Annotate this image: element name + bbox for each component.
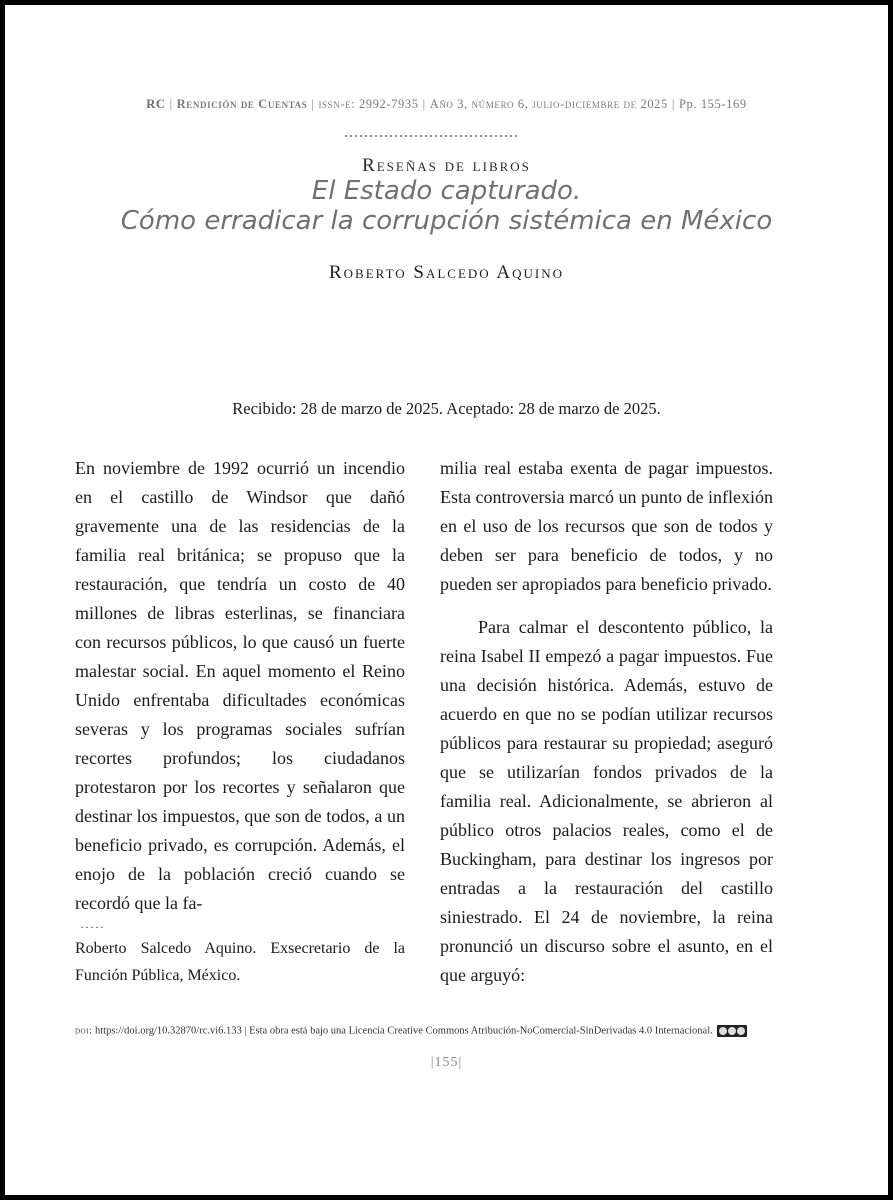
page-number: |155| (430, 1055, 463, 1070)
page-range: Pp. 155-169 (678, 97, 747, 111)
journal-abbreviation: RC (146, 97, 166, 111)
article-title (5, 176, 888, 236)
article-author: Roberto Salcedo Aquino (329, 262, 564, 283)
running-header: RC | Rendición de Cuentas | issn-e: 2992-7935 | Año 3, número 6, julio-diciembre de 2025 | Pp. 155-169 (146, 97, 747, 111)
footnote-marker: ····· (80, 920, 105, 934)
section-label: Reseñas de libros (362, 155, 531, 176)
doi-label: doi: (75, 1025, 93, 1037)
right-column (440, 454, 773, 990)
issn: issn-e: 2992-7935 (318, 97, 419, 111)
left-column (75, 454, 405, 918)
title-line-2: Cómo erradicar la corrupción sistémica en México (120, 206, 773, 236)
doi-license-line (75, 1025, 805, 1037)
cc-by-nc-nd-badge-icon[interactable] (717, 1025, 747, 1037)
issue-info: Año 3, número 6, julio-diciembre de 2025 (429, 97, 668, 111)
decorative-dotted-rule (345, 135, 521, 139)
journal-name: Rendición de Cuentas (176, 97, 308, 111)
body-paragraph: En noviembre de 1992 ocurrió un incendio en el castillo de Windsor que dañó gravemente una de las residencias de la familia real británica; se propuso que la restauración, que tendría un costo de 40 millones de libras esterlinas, se financiara con recursos públicos, lo que causó un fuerte malestar social. En aquel momento el Reino Unido enfrentaba dificultades económicas severas y los programas sociales sufrían recortes profundos; los ciudadanos protestaron por los recortes y señalaron que destinar los impuestos, que son de todos, a un beneficio privado, es corrupción. Además, el enojo de la población creció cuando se recordó que la fa- (75, 458, 405, 913)
page-number-value: 155 (434, 1055, 459, 1070)
body-paragraph: Para calmar el descontento público, la reina Isabel II empezó a pagar impuestos. Fue una decisión histórica. Además, estuvo de acuerdo en que no se podían utilizar recursos públicos para restaurar su propiedad; aseguró que se utilizarían fondos privados de la familia real. Adicionalmente, se abrieron al público otros palacios reales, como el de Buckingham, para destinar los ingresos por entradas a la restauración del castillo siniestrado. El 24 de noviembre, la reina pronunció un discurso sobre el asunto, en el que arguyó: (440, 617, 773, 985)
body-paragraph: milia real estaba exenta de pagar impuestos. Esta controversia marcó un punto de inflexión en el uso de los recursos que son de todos y deben ser para beneficio de todos, y no pueden ser apropiados para beneficio privado. (440, 458, 773, 594)
doi-text[interactable]: https://doi.org/10.32870/rc.vi6.133 | Esta obra está bajo una Licencia Creative Commons Atribución-NoComercial-SinDerivadas 4.0 Internacional. (94, 1025, 713, 1037)
title-line-1: El Estado capturado. (311, 176, 582, 206)
document-page (5, 5, 888, 1195)
received-accepted-dates: Recibido: 28 de marzo de 2025. Aceptado: 28 de marzo de 2025. (232, 399, 661, 418)
author-footnote: Roberto Salcedo Aquino. Exsecretario de la Función Pública, México. (75, 940, 405, 984)
